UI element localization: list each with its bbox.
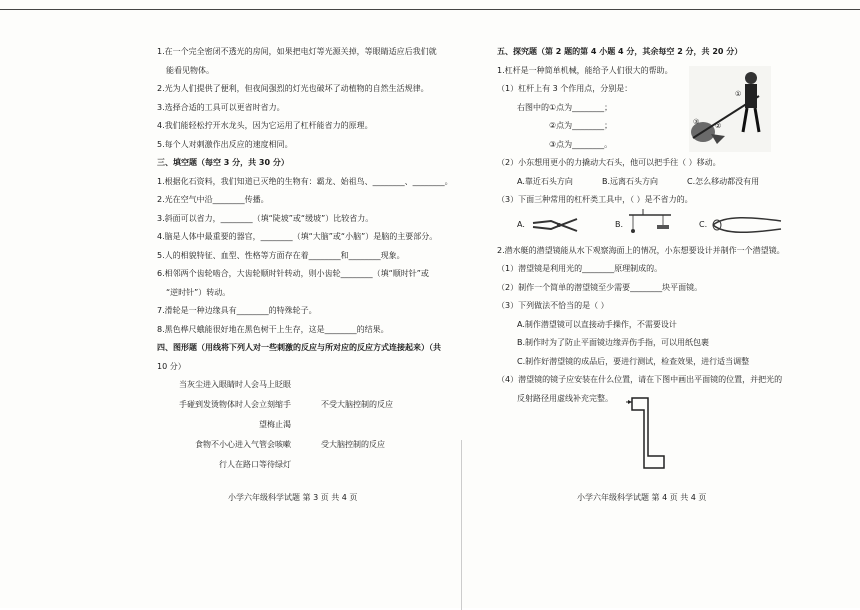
boy-body	[745, 84, 757, 108]
q2-3-option-c: C.制作好潜望镜的成品后，要进行测试，检查效果，进行适当调整	[517, 356, 750, 366]
fill-item-4: 4.脑是人体中最重要的器官，________（填“大脑”或“小脑”）是脑的主要部分。	[157, 232, 438, 241]
boy-lever-illustration	[689, 66, 771, 152]
fig-label-3: ③	[693, 118, 700, 126]
steelyard-scale-icon	[627, 209, 673, 239]
q1-2-options	[497, 176, 797, 188]
fig-label-2: ②	[715, 122, 722, 130]
q2-3: （3）下列做法不恰当的是（ ）	[497, 301, 609, 310]
match-left-item: 手碰到发烫物体时人会立刻缩手	[179, 400, 291, 409]
match-left-item: 望梅止渴	[259, 420, 291, 429]
judge-item-5: 5.每个人对刺激作出反应的速度相同。	[157, 139, 293, 149]
graph-section-title-cont: 10 分）	[157, 361, 186, 371]
match-right-item: 不受大脑控制的反应	[321, 400, 393, 409]
fill-item-5: 5.人的相貌特征、血型、性格等方面存在着________和________现象。	[157, 250, 405, 260]
graph-section-title: 四、图形题（用线将下列人对一些刺激的反应与所对应的反应方式连接起来）（共	[157, 343, 441, 352]
pliers-icon	[531, 213, 579, 237]
fill-item-7: 7.滑轮是一种边缘具有________的特殊轮子。	[157, 306, 317, 315]
fill-item-6-cont: “逆时针”）转动。	[166, 287, 231, 297]
q1-1-point-1: 右图中的①点为________；	[517, 102, 613, 112]
match-left-item: 行人在路口等待绿灯	[219, 460, 291, 469]
periscope-figure	[624, 392, 674, 472]
q1-2-option-a: A.靠近石头方向	[517, 176, 573, 186]
tool-option-a: A.	[517, 219, 525, 229]
judge-item-2: 2.光为人们提供了便利，但夜间强烈的灯光也破坏了动植物的自然生活规律。	[157, 84, 429, 93]
tongs-icon	[711, 213, 783, 237]
match-left-item: 食物不小心进入气管会咳嗽	[195, 440, 291, 449]
scan-edge-line	[0, 9, 860, 10]
q2-4: （4）潜望镜的镜子应安装在什么位置，请在下图中画出平面镜的位置，并把光的	[497, 375, 783, 384]
q1-2: （2）小东想用更小的力撬动大石头，他可以把手往（ ）移动。	[497, 158, 721, 167]
q1-1-point-2: ②点为________；	[549, 121, 613, 130]
match-left-item: 当灰尘进入眼睛时人会马上眨眼	[179, 380, 291, 389]
q1-3: （3）下面三种常用的杠杆类工具中，（ ）是不省力的。	[497, 195, 693, 204]
judge-item-4: 4.我们能轻松拧开水龙头，因为它运用了杠杆能省力的原理。	[157, 121, 373, 130]
page-spine	[461, 440, 462, 610]
fill-section-title: 三、填空题（每空 3 分，共 30 分）	[157, 158, 289, 167]
fill-item-2: 2.光在空气中沿________传播。	[157, 195, 269, 204]
tool-option-b: B.	[615, 219, 624, 229]
q1-3-tools	[497, 213, 797, 239]
q2-3-option-b: B.制作时为了防止平面镜边缘弄伤手指，可以用纸包裹	[517, 338, 710, 347]
explore-section-title: 五、探究题（第 2 题的第 4 小题 4 分，其余每空 2 分，共 20 分）	[497, 47, 743, 56]
judge-item-1-cont: 能看见物体。	[166, 65, 214, 75]
judge-item-3: 3.选择合适的工具可以更省时省力。	[157, 102, 285, 112]
q2-stem: 2.潜水艇的潜望镜能从水下观察海面上的情况，小东想要设计并制作一个潜望镜。	[497, 245, 785, 255]
boy-head	[745, 72, 757, 84]
match-right-item: 受大脑控制的反应	[321, 440, 385, 449]
judge-item-1: 1.在一个完全密闭不透光的房间，如果把电灯等光源关掉，等眼睛适应后我们就	[157, 47, 437, 56]
fill-item-6: 6.相邻两个齿轮啮合，大齿轮顺时针转动，则小齿轮________（填“顺时针”或	[157, 269, 429, 278]
tool-option-c: C.	[699, 219, 708, 229]
q2-3-option-a: A.制作潜望镜可以直接动手操作，不需要设计	[517, 319, 677, 329]
q1-2-option-c: C.怎么移动都没有用	[687, 176, 760, 186]
fill-item-8: 8.黑色桦尺蛾能很好地在黑色树干上生存，这是________的结果。	[157, 324, 389, 334]
right-page-footer: 小学六年级科学试题 第 4 页 共 4 页	[577, 493, 707, 502]
q2-4-cont: 反射路径用虚线补充完整。	[517, 393, 613, 403]
periscope-tube-diagram	[624, 392, 674, 472]
fill-item-1: 1.根据化石资料，我们知道已灭绝的生物有：霸龙、始祖鸟、________、________。	[157, 176, 453, 186]
left-page	[157, 46, 455, 471]
q2-1: （1）潜望镜是利用光的________原理制成的。	[497, 264, 663, 273]
matching-exercise	[157, 379, 455, 471]
left-page-footer: 小学六年级科学试题 第 3 页 共 4 页	[228, 493, 358, 502]
q1-2-option-b: B.远离石头方向	[602, 176, 659, 186]
lever-figure	[689, 66, 771, 152]
q2-2: （2）制作一个简单的潜望镜至少需要________块平面镜。	[497, 282, 703, 292]
q1-1: （1）杠杆上有 3 个作用点，分别是：	[497, 84, 633, 93]
q1-stem: 1.杠杆是一种简单机械，能给予人们很大的帮助。	[497, 65, 673, 75]
fill-item-3: 3.斜面可以省力，________（填“陡坡”或“缓坡”）比较省力。	[157, 213, 374, 223]
fig-label-1: ①	[735, 90, 742, 98]
q1-1-point-3: ③点为________。	[549, 139, 613, 149]
